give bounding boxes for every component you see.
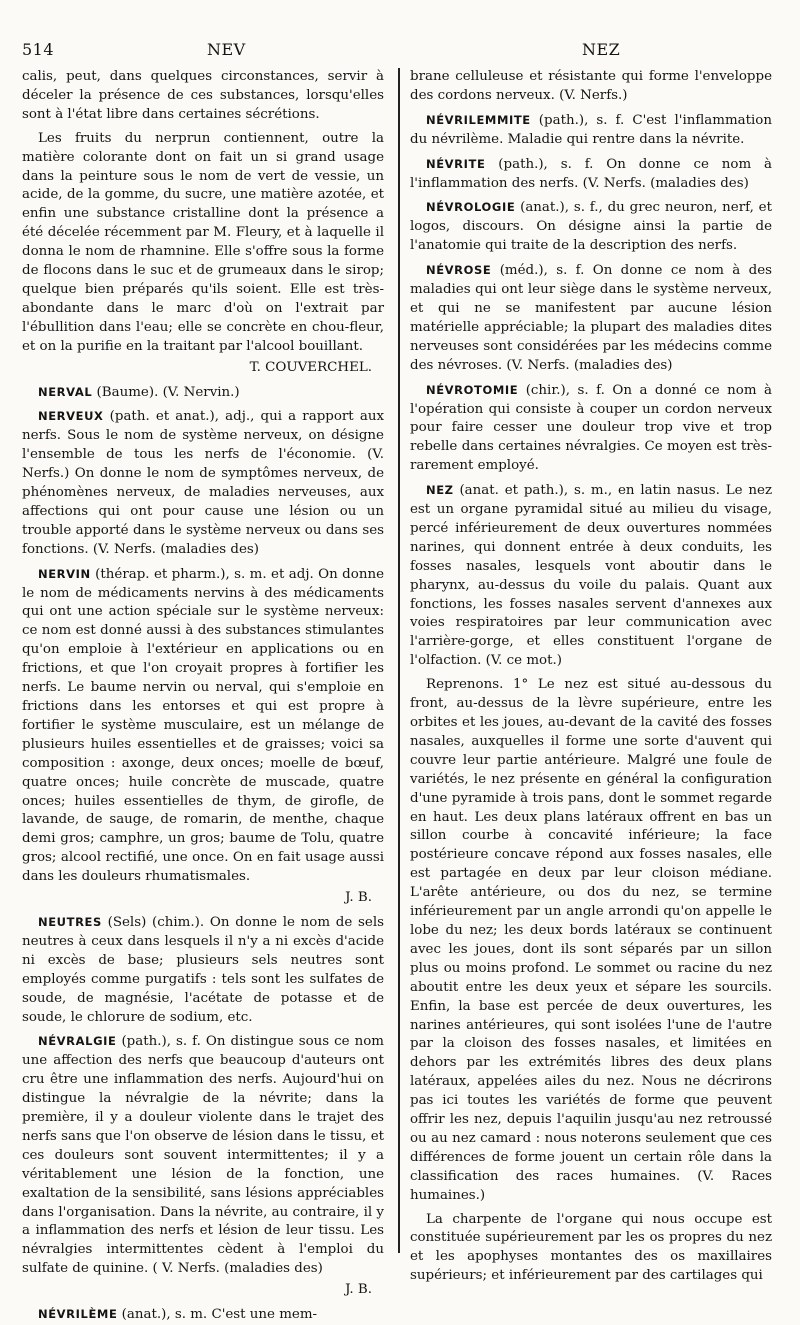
entry-text: Les fruits du nerprun contiennent, outre la matière colorante dont on fait un si grand usage dans la peinture sous le nom de vert de vessie, un acide, de la gomme, du sucre, une matière azotée, et enfin une substance cristalline dont la présence a été décelée récemment par M. Fleury, et à laquelle il donna le nom de rhamnine. Elle s'offre sous la forme de flocons dans le suc et de grumeaux dans le sirop; quelque bien préparés qu'ils soient. Elle est très-abondante dans le marc d'où on l'extrait par l'ébullition dans l'eau; elle se concrète en chou-fleur, et on la purifie en la traitant par l'alcool bouillant. (22, 130, 384, 354)
signature (22, 1281, 384, 1300)
entry-text: (Sels) (chim.). On donne le nom de sels neutres à ceux dans lesquels il n'y a ni excès d'acide ni excès de base; plusieurs sels neutres sont employés comme purgatifs : tels sont les sulfates de soude, de magnésie, l'acétate de potasse et de soude, le chlorure de sodium, etc. (22, 914, 384, 1025)
right-guide-word: NEZ (582, 40, 621, 59)
dictionary-entry (410, 111, 772, 150)
entry-headword: NEUTRES (38, 914, 102, 929)
entry-text: (thérap. et pharm.), s. m. et adj. On donne le nom de médicaments nervins à des médicaments qui ont une action spéciale sur le système nerveux: ce nom est donné aussi à des substances stimulantes qu'on emploie à l'extérieur en applications ou en frictions, et que l'on croyait propres à fortifier les nerfs. Le baume nervin ou nerval, qui s'emploie en frictions dans les entorses et qui est propre à fortifier le système musculaire, est un mélange de plusieurs huiles essentielles et de graisses; voici sa composition : axonge, deux onces; moelle de bœuf, quatre onces; huile concrète de muscade, quatre onces; huiles essentielles de thym, de girofle, de lavande, de sauge, de romarin, de menthe, chaque demi gros; camphre, un gros; baume de Tolu, quatre gros; alcool rectifié, une once. On en fait usage aussi dans les douleurs rhumatismales. (22, 566, 384, 885)
dictionary-entry (22, 1305, 384, 1325)
entry-text: brane celluleuse et résistante qui forme l'enveloppe des cordons nerveux. (V. Nerfs.) (410, 69, 772, 103)
entry-headword: NÉVRILÈME (38, 1307, 118, 1322)
entry-headword: NÉVROTOMIE (426, 382, 519, 397)
paragraph (410, 676, 772, 1205)
entry-text: Reprenons. 1° Le nez est situé au-dessous du front, au-dessus de la lèvre supérieure, entre les orbites et les joues, au-devant de la cavité des fosses nasales, auxquelles il forme une sorte d'auvent qui couvre leur partie antérieure. Malgré une foule de variétés, le nez présente en général la configuration d'une pyramide à trois pans, dont le sommet regarde en haut. Les deux plans latéraux offrent en bas un sillon courbe à concavité inférieure; la face postérieure concave répond aux fosses nasales, elle est partagée en deux par leur cloison médiane. L'arête antérieure, ou dos du nez, se termine inférieurement par un angle arrondi qu'on appelle le lobe du nez; les deux bords latéraux se continuent avec les joues, dont ils sont séparés par un sillon plus ou moins profond. Le sommet ou racine du nez aboutit entre les deux yeux et sépare les sourcils. Enfin, la base est percée de deux ouvertures, les narines antérieures, qui sont isolées l'une de l'autre par la cloison des fosses nasales, et limitées en dehors par les extrémités libres des deux plans latéraux, appelées ailes du nez. Nous ne décrirons pas ici toutes les variétés de forme que peuvent offrir les nez, depuis l'aquilin jusqu'au nez retroussé ou au nez camard : nous noterons seulement que ces différences de forme jouent un certain rôle dans la classification des races humaines. (V. Races humaines.) (410, 677, 772, 1203)
entry-headword: NÉVROLOGIE (426, 200, 516, 215)
entry-text: (path.), s. f. C'est l'inflammation du névrilème. Maladie qui rentre dans la névrite. (410, 112, 772, 147)
entry-headword: NERVIN (38, 566, 91, 581)
page-number: 514 (22, 40, 55, 59)
paragraph (22, 68, 384, 125)
signature (22, 359, 384, 378)
entry-text: J. B. (345, 1282, 372, 1298)
entry-text: J. B. (345, 890, 372, 906)
entry-headword: NEZ (426, 483, 454, 498)
signature (22, 889, 384, 908)
left-guide-word: NEV (207, 40, 246, 59)
right-column (410, 68, 772, 1284)
entry-headword: NÉVRALGIE (38, 1034, 117, 1049)
entry-text: (anat.), s. m. C'est une mem- (117, 1307, 318, 1323)
entry-headword: NÉVRILEMMITE (426, 112, 531, 127)
dictionary-entry (410, 198, 772, 256)
entry-text: (anat.), s. f., du grec neuron, nerf, et logos, discours. On désigne ainsi la partie de l'anatomie qui traite de la description des nerfs. (410, 200, 772, 254)
left-column (22, 68, 384, 1323)
running-header (22, 40, 778, 68)
dictionary-entry (410, 481, 772, 671)
entry-text: T. COUVERCHEL. (249, 359, 372, 375)
dictionary-entry (22, 913, 384, 1027)
entry-text: La charpente de l'organe qui nous occupe est constituée supérieurement par les os propres du nez et les apophyses montantes des os maxillaires supérieurs; et inférieurement par des cartilages qui (410, 1211, 772, 1284)
entry-text: (chir.), s. f. On a donné ce nom à l'opération qui consiste à couper un cordon nerveux pour faire cesser une douleur trop vive et trop rebelle dans certaines névralgies. Ce moyen est très-rarement employé. (410, 382, 772, 474)
dictionary-entry (410, 155, 772, 194)
paragraph (22, 130, 384, 357)
entry-headword: NERVEUX (38, 409, 104, 424)
dictionary-entry (410, 261, 772, 375)
entry-text: calis, peut, dans quelques circonstances, servir à déceler la présence de ces substances, lorsqu'elles sont à l'état libre dans certaines sécrétions. (22, 69, 384, 122)
entry-text: (path. et anat.), adj., qui a rapport aux nerfs. Sous le nom de système nerveux, on désigne l'ensemble de tous les nerfs de l'économie. (V. Nerfs.) On donne le nom de symptômes nerveux, de phénomènes nerveux, de maladies nerveuses, aux affections qui ont pour cause une lésion ou un trouble apporté dans le système nerveux ou dans ses fonctions. (V. Nerfs. (maladies des) (22, 409, 384, 557)
entry-headword: NERVAL (38, 384, 93, 399)
entry-text: (path.), s. f. On donne ce nom à l'inflammation des nerfs. (V. Nerfs. (maladies des) (410, 156, 772, 191)
dictionary-entry (22, 383, 384, 403)
entry-headword: NÉVROSE (426, 263, 492, 278)
dictionary-entry (410, 381, 772, 477)
entry-headword: NÉVRITE (426, 156, 486, 171)
entry-text: (path.), s. f. On distingue sous ce nom une affection des nerfs que beaucoup d'auteurs ont cru être une inflammation des nerfs. Aujourd'hui on distingue la névralgie de la névrite; dans la première, il y a douleur violente dans le trajet des nerfs sans que l'on observe de lésion dans le tissu, et ces douleurs sont souvent intermittentes; il y a véritablement une lésion de la fonction, une exaltation de la sensibilité, sans lésions appréciables dans l'organisation. Dans la névrite, au contraire, il y a inflammation des nerfs et lésion de leur tissu. Les névralgies intermittentes cèdent à l'emploi du sulfate de quinine. ( V. Nerfs. (maladies des) (22, 1034, 384, 1277)
dictionary-entry (22, 1032, 384, 1279)
column-divider (398, 68, 400, 1253)
dictionary-entry (22, 565, 384, 887)
paragraph (410, 68, 772, 106)
paragraph (410, 1211, 772, 1287)
entry-text: (méd.), s. f. On donne ce nom à des maladies qui ont leur siège dans le système nerveux, et qui ne se manifestent par aucune lésion matérielle appréciable; la plupart des maladies dites nerveuses sont considérées par les médecins comme des névroses. (V. Nerfs. (maladies des) (410, 263, 772, 373)
entry-text: (Baume). (V. Nervin.) (92, 384, 240, 400)
entry-text: (anat. et path.), s. m., en latin nasus. Le nez est un organe pyramidal situé au milieu du visage, percé inférieurement de deux ouvertures nommées narines, qui donnent entrée à deux conduits, les fosses nasales, lesquels vont aboutir dans le pharynx, au-dessus du voile du palais. Quant aux fonctions, les fosses nasales servent d'annexes aux voies respiratoires par leur communication avec l'arrière-gorge, et elles constituent l'organe de l'olfaction. (V. ce mot.) (410, 483, 772, 669)
dictionary-entry (22, 407, 384, 559)
